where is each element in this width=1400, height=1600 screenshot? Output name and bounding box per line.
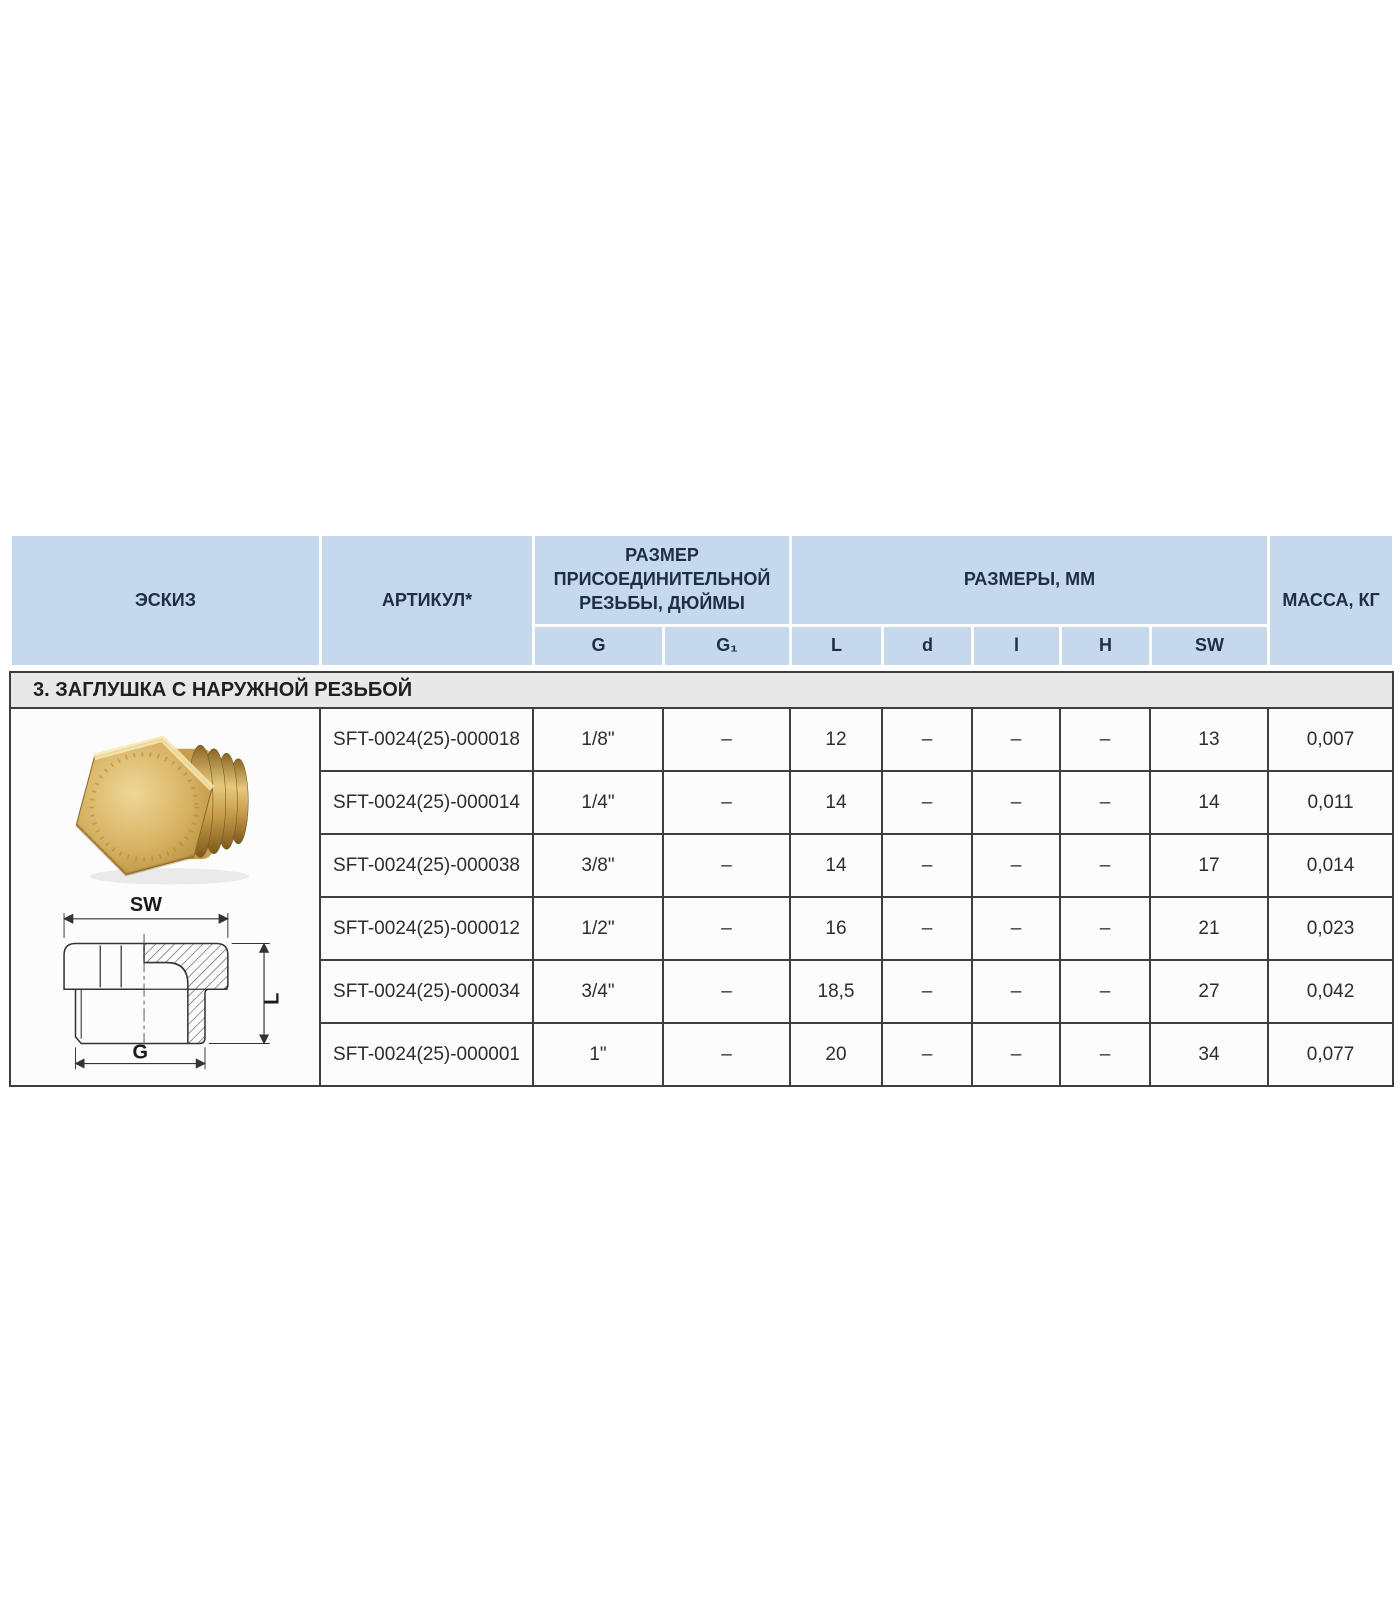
cell-l: 14	[790, 771, 882, 834]
cell-d: –	[882, 897, 972, 960]
cell-l: 14	[790, 834, 882, 897]
cell-artikul: SFT-0024(25)-000038	[320, 834, 533, 897]
cell-l-small: –	[972, 960, 1060, 1023]
subcol-header-l-small: l	[973, 626, 1061, 667]
subcol-header-g1: G₁	[664, 626, 791, 667]
cell-g: 1/4"	[533, 771, 663, 834]
cell-artikul: SFT-0024(25)-000018	[320, 708, 533, 771]
cell-mass: 0,042	[1268, 960, 1393, 1023]
cell-g1: –	[663, 897, 790, 960]
cell-d: –	[882, 1023, 972, 1086]
col-header-dimensions-group: РАЗМЕРЫ, ММ	[791, 535, 1269, 626]
spec-table	[9, 533, 1392, 1087]
cell-g: 1"	[533, 1023, 663, 1086]
cell-mass: 0,023	[1268, 897, 1393, 960]
cell-mass: 0,007	[1268, 708, 1393, 771]
cell-sw: 13	[1150, 708, 1268, 771]
cell-sw: 21	[1150, 897, 1268, 960]
cell-l-small: –	[972, 834, 1060, 897]
cell-l: 18,5	[790, 960, 882, 1023]
drawing-g-label: G	[132, 1041, 149, 1064]
cell-d: –	[882, 960, 972, 1023]
subcol-header-l: L	[791, 626, 883, 667]
cell-d: –	[882, 834, 972, 897]
drawing-sw-label: SW	[129, 893, 163, 916]
col-header-thread-size-group: РАЗМЕР ПРИСОЕДИНИТЕЛЬНОЙ РЕЗЬБЫ, ДЮЙМЫ	[534, 535, 791, 626]
cell-l: 20	[790, 1023, 882, 1086]
cell-l-small: –	[972, 897, 1060, 960]
cell-artikul: SFT-0024(25)-000014	[320, 771, 533, 834]
cell-l: 16	[790, 897, 882, 960]
cell-mass: 0,011	[1268, 771, 1393, 834]
cell-mass: 0,014	[1268, 834, 1393, 897]
cell-g1: –	[663, 960, 790, 1023]
cell-g1: –	[663, 708, 790, 771]
cell-g: 1/2"	[533, 897, 663, 960]
cell-h: –	[1060, 771, 1150, 834]
cell-l-small: –	[972, 771, 1060, 834]
cell-h: –	[1060, 834, 1150, 897]
cell-sw: 34	[1150, 1023, 1268, 1086]
technical-drawing	[45, 894, 285, 1077]
cell-l: 12	[790, 708, 882, 771]
sketch-cell	[10, 708, 320, 1086]
cell-sw: 27	[1150, 960, 1268, 1023]
cell-h: –	[1060, 708, 1150, 771]
cell-l-small: –	[972, 708, 1060, 771]
cell-h: –	[1060, 897, 1150, 960]
col-header-mass: МАССА, КГ	[1269, 535, 1394, 667]
col-header-eskiz: ЭСКИЗ	[11, 535, 321, 667]
table-header	[9, 533, 1395, 668]
cell-g: 3/8"	[533, 834, 663, 897]
subcol-header-g: G	[534, 626, 664, 667]
cell-artikul: SFT-0024(25)-000012	[320, 897, 533, 960]
cell-mass: 0,077	[1268, 1023, 1393, 1086]
cell-h: –	[1060, 960, 1150, 1023]
drawing-l-label: L	[261, 992, 284, 1005]
cell-sw: 17	[1150, 834, 1268, 897]
cell-d: –	[882, 771, 972, 834]
cell-sw: 14	[1150, 771, 1268, 834]
section-title: 3. ЗАГЛУШКА С НАРУЖНОЙ РЕЗЬБОЙ	[10, 672, 1393, 708]
subcol-header-h: H	[1061, 626, 1151, 667]
cell-g: 1/8"	[533, 708, 663, 771]
col-header-artikul: АРТИКУЛ*	[321, 535, 534, 667]
cell-artikul: SFT-0024(25)-000001	[320, 1023, 533, 1086]
table-body	[9, 671, 1394, 1087]
cell-l-small: –	[972, 1023, 1060, 1086]
table-row	[10, 708, 1393, 771]
subcol-header-sw: SW	[1151, 626, 1269, 667]
cell-g1: –	[663, 1023, 790, 1086]
section-title-row	[10, 672, 1393, 708]
brass-plug-photo	[70, 718, 260, 890]
cell-h: –	[1060, 1023, 1150, 1086]
subcol-header-d: d	[883, 626, 973, 667]
cell-g: 3/4"	[533, 960, 663, 1023]
cell-g1: –	[663, 834, 790, 897]
cell-d: –	[882, 708, 972, 771]
cell-artikul: SFT-0024(25)-000034	[320, 960, 533, 1023]
cell-g1: –	[663, 771, 790, 834]
